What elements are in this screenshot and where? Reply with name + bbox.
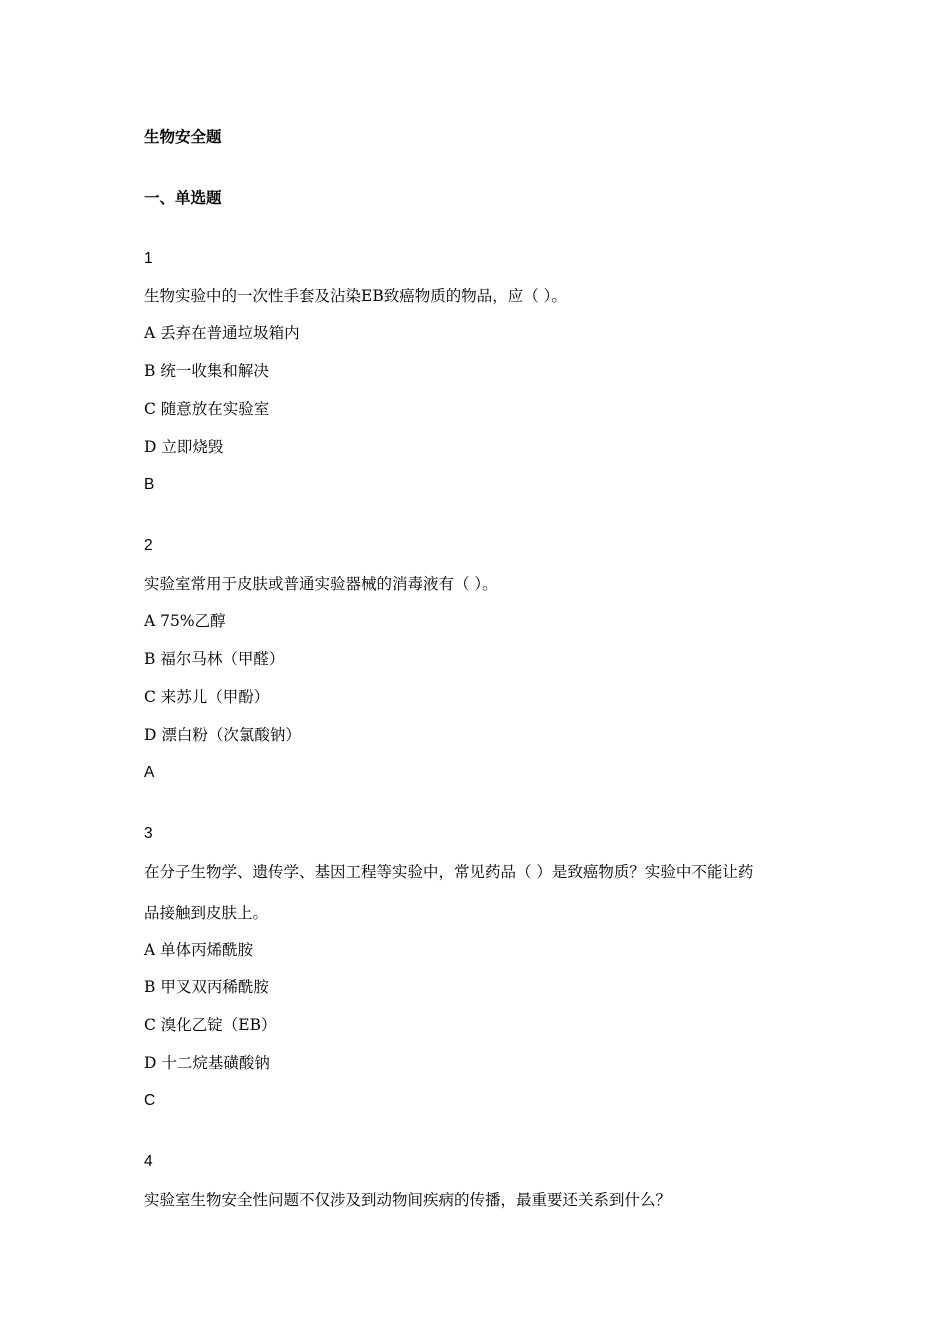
option-a: A 75%乙醇 (144, 612, 226, 630)
option-d: D 立即烧毁 (144, 438, 224, 456)
question-stem: 生物实验中的一次性手套及沾染EB致癌物质的物品，应（ ）。 (144, 287, 567, 305)
option-a: A 单体丙烯酰胺 (144, 941, 254, 959)
question-stem: 实验室生物安全性问题不仅涉及到动物间疾病的传播，最重要还关系到什么？ (144, 1191, 672, 1209)
question-stem: 实验室常用于皮肤或普通实验器械的消毒液有（ ）。 (144, 575, 498, 593)
option-c: C 随意放在实验室 (144, 400, 270, 418)
question-number: 2 (144, 537, 153, 554)
option-c: C 溴化乙锭（EB） (144, 1016, 277, 1034)
option-c: C 来苏儿（甲酚） (144, 688, 270, 706)
option-b: B 甲叉双丙稀酰胺 (144, 978, 269, 996)
question-stem: 在分子生物学、遗传学、基因工程等实验中，常见药品（ ）是致癌物质？实验中不能让药 (144, 863, 754, 881)
section-heading: 一、单选题 (144, 188, 222, 207)
answer: A (144, 764, 155, 781)
option-a: A 丢弃在普通垃圾箱内 (144, 324, 300, 342)
question-number: 1 (144, 250, 153, 267)
answer: B (144, 476, 155, 493)
question-number: 4 (144, 1153, 153, 1170)
option-d: D 十二烷基磺酸钠 (144, 1054, 270, 1072)
document-title: 生物安全题 (144, 127, 222, 146)
option-b: B 福尔马林（甲醛） (144, 650, 285, 668)
question-number: 3 (144, 825, 153, 842)
question-stem-continued: 品接触到皮肤上。 (144, 904, 269, 922)
answer: C (144, 1092, 156, 1109)
option-b: B 统一收集和解决 (144, 362, 269, 380)
option-d: D 漂白粉（次氯酸钠） (144, 726, 301, 744)
